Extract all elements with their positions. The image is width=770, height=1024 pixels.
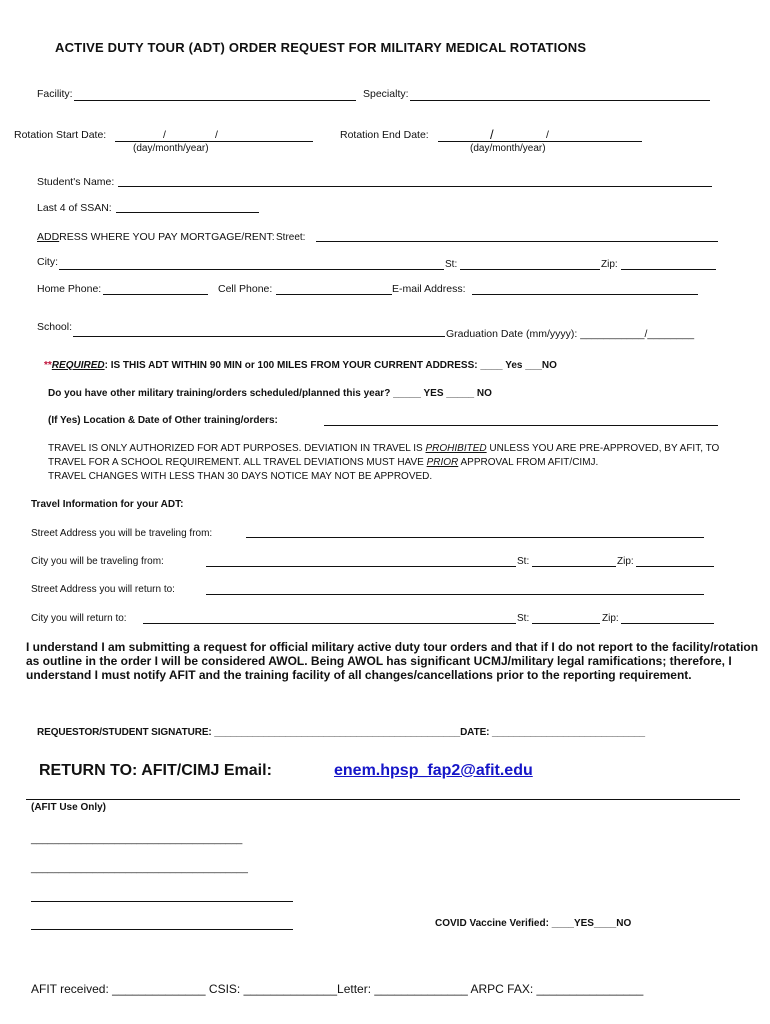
- home-phone-label: Home Phone:: [37, 283, 102, 295]
- zip-label: Zip:: [617, 556, 634, 567]
- travel-notice-line-1: TRAVEL IS ONLY AUTHORIZED FOR ADT PURPOSES. DEVIATION IN TRAVEL IS PROHIBITED UNLESS YOU ARE PRE-APPROVED, BY AFIT, TO: [48, 443, 720, 454]
- zip-label: Zip:: [601, 259, 618, 270]
- date-slash: /: [163, 129, 166, 141]
- travel-info-heading: Travel Information for your ADT:: [31, 499, 184, 510]
- address-label: ADDRESS WHERE YOU PAY MORTGAGE/RENT:: [37, 231, 275, 243]
- ssan-label: Last 4 of SSAN:: [37, 202, 112, 214]
- street-label: Street:: [276, 232, 306, 243]
- cell-phone-field[interactable]: [276, 294, 392, 295]
- date-slash: /: [215, 129, 218, 141]
- email-field[interactable]: [472, 294, 698, 295]
- zip-label: Zip:: [602, 613, 619, 624]
- zip-from-field[interactable]: [636, 566, 714, 567]
- ssan-field[interactable]: [116, 212, 259, 213]
- rotation-end-label: Rotation End Date:: [340, 129, 429, 141]
- date-slash: /: [490, 127, 494, 142]
- return-to-label: RETURN TO: AFIT/CIMJ Email:: [39, 762, 272, 779]
- street-from-field[interactable]: [246, 537, 704, 538]
- city-field[interactable]: [59, 269, 444, 270]
- street-return-field[interactable]: [206, 594, 704, 595]
- street-return-label: Street Address you will return to:: [31, 584, 175, 595]
- specialty-label: Specialty:: [363, 88, 409, 100]
- city-from-label: City you will be traveling from:: [31, 556, 164, 567]
- city-label: City:: [37, 256, 58, 268]
- return-email-link[interactable]: enem.hpsp_fap2@afit.edu: [334, 762, 533, 779]
- specialty-field[interactable]: [410, 100, 710, 101]
- state-field[interactable]: [460, 269, 600, 270]
- state-return-field[interactable]: [532, 623, 600, 624]
- cell-phone-label: Cell Phone:: [218, 283, 273, 295]
- afit-received-line: AFIT received: ______________ CSIS: ______________Letter: ______________ ARPC FAX: ________________: [31, 982, 644, 996]
- city-return-field[interactable]: [143, 623, 516, 624]
- facility-label: Facility:: [37, 88, 73, 100]
- student-name-label: Student's Name:: [37, 176, 115, 188]
- rotation-start-field[interactable]: [115, 141, 313, 142]
- zip-field[interactable]: [621, 269, 716, 270]
- rotation-start-label: Rotation Start Date:: [14, 129, 107, 141]
- travel-notice-line-2: TRAVEL FOR A SCHOOL REQUIREMENT. ALL TRAVEL DEVIATIONS MUST HAVE PRIOR APPROVAL FROM AFIT/CIMJ.: [48, 457, 599, 468]
- rotation-end-field[interactable]: [438, 141, 642, 142]
- other-training-field[interactable]: [324, 425, 718, 426]
- email-label: E-mail Address:: [392, 283, 466, 295]
- page-title: ACTIVE DUTY TOUR (ADT) ORDER REQUEST FOR MILITARY MEDICAL ROTATIONS: [55, 40, 587, 55]
- graduation-date: Graduation Date (mm/yyyy): ___________/________: [446, 328, 695, 340]
- street-field[interactable]: [316, 241, 718, 242]
- city-from-field[interactable]: [206, 566, 516, 567]
- other-training-question: Do you have other military training/orders scheduled/planned this year? _____ YES _____ NO: [48, 388, 492, 399]
- awol-statement: I understand I am submitting a request for official military active duty tour orders and that if I do not report to the facility/rotation as outline in the order I will be considered AWOL. Being AWOL has significant UCMJ/military legal ramifications; therefore, I understand I must notify AFIT and the training facility of all changes/cancellations prior to the reporting requirement.: [26, 640, 759, 682]
- student-name-field[interactable]: [118, 186, 712, 187]
- city-return-label: City you will return to:: [31, 613, 127, 624]
- date-slash: /: [546, 129, 549, 141]
- street-from-label: Street Address you will be traveling from:: [31, 528, 213, 539]
- afit-blank-line-2: _______________________________________: [31, 863, 248, 874]
- travel-notice-line-3: TRAVEL CHANGES WITH LESS THAN 30 DAYS NOTICE MAY NOT BE APPROVED.: [48, 471, 433, 482]
- if-yes-label: (If Yes) Location & Date of Other training/orders:: [48, 415, 278, 426]
- home-phone-field[interactable]: [103, 294, 208, 295]
- afit-use-only-label: (AFIT Use Only): [31, 802, 107, 813]
- signature-line: REQUESTOR/STUDENT SIGNATURE: _____________________________________________DATE: ____________________________: [37, 727, 645, 738]
- afit-blank-line-4: [31, 929, 293, 930]
- date-format-hint: (day/month/year): [470, 143, 546, 154]
- divider: [26, 799, 740, 800]
- state-label: St:: [517, 613, 530, 624]
- afit-blank-line-1: ______________________________________: [31, 834, 243, 845]
- state-label: St:: [517, 556, 530, 567]
- afit-blank-line-3: [31, 901, 293, 902]
- zip-return-field[interactable]: [621, 623, 714, 624]
- required-question: **REQUIRED: IS THIS ADT WITHIN 90 MIN or 100 MILES FROM YOUR CURRENT ADDRESS: ____ Yes ___NO: [44, 360, 557, 371]
- covid-vaccine-verified: COVID Vaccine Verified: ____YES____NO: [435, 918, 632, 929]
- school-field[interactable]: [73, 336, 445, 337]
- state-label: St:: [445, 259, 458, 270]
- date-format-hint: (day/month/year): [133, 143, 209, 154]
- state-from-field[interactable]: [532, 566, 616, 567]
- school-label: School:: [37, 321, 73, 333]
- facility-field[interactable]: [74, 100, 356, 101]
